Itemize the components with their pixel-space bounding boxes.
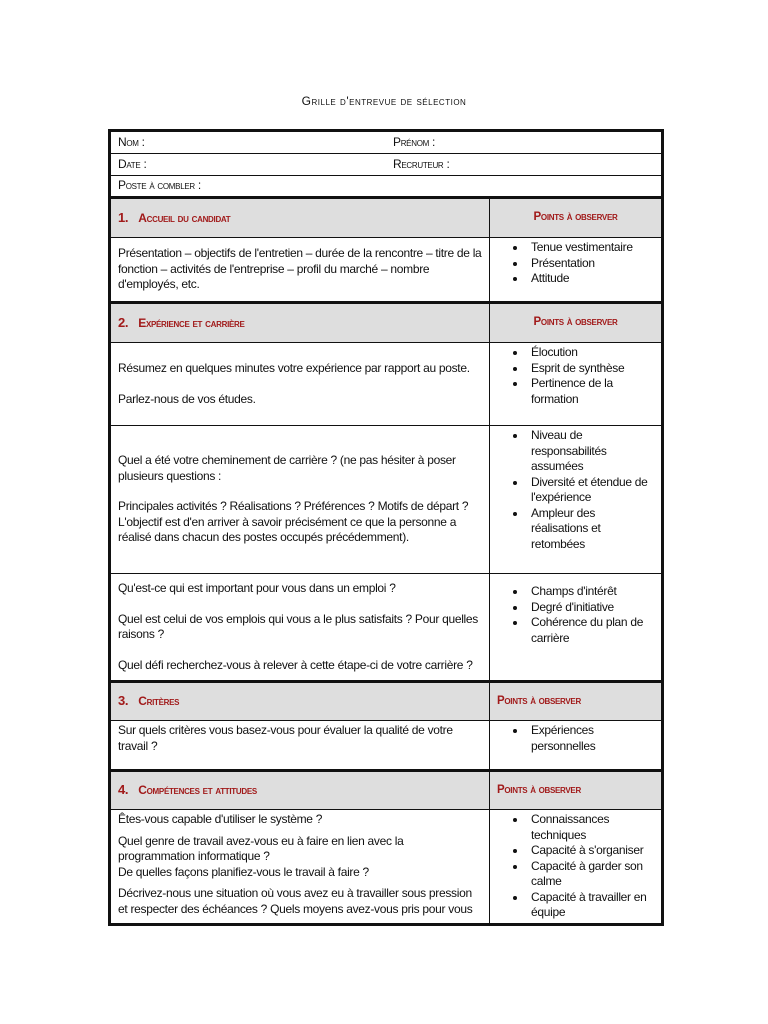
point: • Champs d'intérêt: [527, 584, 654, 600]
field-date[interactable]: Date :: [118, 156, 147, 171]
field-nom[interactable]: Nom :: [118, 134, 145, 149]
section-header-1: [110, 198, 663, 238]
section-number: 3.: [118, 693, 129, 709]
document-title: Grille d'entrevue de sélection: [301, 94, 467, 108]
point: • Présentation: [527, 256, 654, 272]
s1-text: Présentation – objectifs de l'entretien – durée de la rencontre – titre de la fonction – activités de l'entreprise – profil du marché – nombre d'employés, etc.: [110, 238, 490, 303]
points-label: Points à observer: [490, 682, 663, 721]
question: Qu'est-ce qui est important pour vous dans un emploi ?: [118, 581, 396, 595]
s3-text: Sur quels critères vous basez-vous pour évaluer la qualité de votre travail ?: [110, 721, 490, 771]
field-prenom[interactable]: Prénom :: [393, 134, 436, 149]
section-title: Critères: [138, 694, 180, 709]
question: Principales activités ? Réalisations ? Préférences ? Motifs de départ ? L'objectif est d'en arriver à savoir précisément ce que la personne a réalisé dans chacun des postes occupés précédemment).: [118, 499, 469, 545]
points-label: Points à observer: [490, 303, 663, 343]
field-recruteur[interactable]: Recruteur :: [393, 156, 450, 171]
question: Résumez en quelques minutes votre expérience par rapport au poste.: [118, 361, 470, 375]
section-title: Compétences et attitudes: [138, 783, 257, 798]
point: • Capacité à travailler en équipe: [527, 890, 654, 921]
section-header-3: [110, 682, 663, 721]
interview-grid: [108, 129, 664, 926]
point: • Capacité à s'organiser: [527, 843, 654, 859]
question: Quel a été votre cheminement de carrière ? (ne pas hésiter à poser plusieurs questions :: [118, 453, 456, 483]
section-title: Expérience et carrière: [138, 315, 245, 330]
question: Êtes-vous capable d'utiliser le système ?: [118, 812, 323, 826]
point: • Élocution: [527, 345, 654, 361]
field-poste[interactable]: Poste à combler :: [110, 176, 663, 198]
question: Quel genre de travail avez-vous eu à faire en lien avec la programmation informatique ?: [118, 833, 404, 863]
point: • Ampleur des réalisations et retombées: [527, 506, 654, 553]
section-header-2: [110, 303, 663, 343]
point: • Niveau de responsabilités assumées: [527, 428, 654, 475]
points-label: Points à observer: [490, 198, 663, 238]
points-label: Points à observer: [490, 771, 663, 810]
section-number: 2.: [118, 314, 129, 330]
question: De quelles façons planifiez-vous le travail à faire ?: [118, 864, 369, 879]
point: • Pertinence de la formation: [527, 376, 654, 407]
point: • Diversité et étendue de l'expérience: [527, 475, 654, 506]
point: • Degré d'initiative: [527, 600, 654, 616]
point: • Esprit de synthèse: [527, 361, 654, 377]
section-number: 4.: [118, 782, 129, 798]
point: • Attitude: [527, 271, 654, 287]
point: • Tenue vestimentaire: [527, 240, 654, 256]
point: • Connaissances techniques: [527, 812, 654, 843]
section-number: 1.: [118, 209, 129, 225]
question: Quel défi recherchez-vous à relever à cette étape-ci de votre carrière ?: [118, 657, 473, 672]
point: • Expériences personnelles: [527, 723, 654, 754]
point: • Capacité à garder son calme: [527, 859, 654, 890]
point: • Cohérence du plan de carrière: [527, 615, 654, 646]
question: Décrivez-nous une situation où vous avez eu à travailler sous pression et respecter des échéances ? Quels moyens avez-vous pris pour vous: [118, 886, 473, 916]
section-header-4: [110, 771, 663, 810]
section-title: Accueil du candidat: [138, 210, 231, 225]
question: Parlez-nous de vos études.: [118, 391, 256, 406]
s1-points: [497, 240, 654, 287]
question: Quel est celui de vos emplois qui vous a le plus satisfaits ? Pour quelles raisons ?: [118, 611, 479, 641]
